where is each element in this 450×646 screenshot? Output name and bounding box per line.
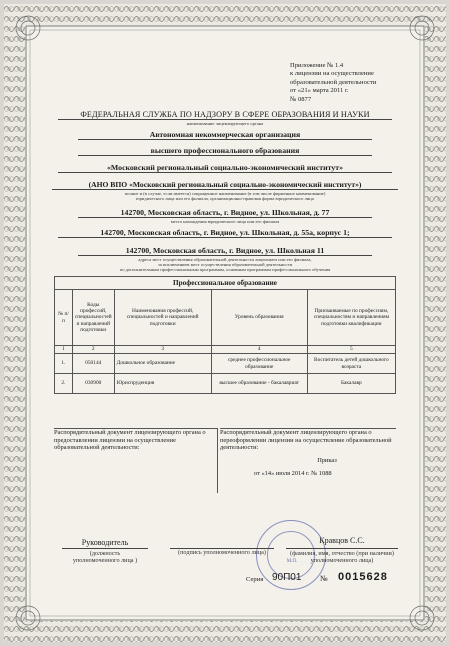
header-name: Наименования профессий, специальностей и направлений подготовки (114, 290, 211, 346)
signature-note: (подпись уполномоченного лица) (178, 549, 266, 556)
reissuance-document-box (220, 428, 396, 452)
issuance-document-text: Распорядительный документ лицензирующего органа о предоставлении лицензии на осуществление образовательной деятельности: (54, 429, 206, 452)
position-note-line: уполномоченного лица ) (72, 557, 138, 564)
row-num: 1. (55, 354, 73, 374)
org-line-1: Автономная некоммерческая организация (78, 130, 372, 140)
column-number: 1 (55, 346, 73, 354)
order-details: от «14» июля 2014 г. № 1088 (254, 470, 332, 477)
reissuance-document-text: Распорядительный документ лицензирующего органа о переоформлении лицензии на осуществление образовательной деятельности: (220, 429, 392, 452)
number-sign: № (320, 574, 328, 583)
signatory-name: Кравцов С.С. (319, 536, 365, 545)
org-line-3: «Московский региональный социально-экономический институт» (58, 163, 392, 173)
position-note-line: (должность (89, 550, 121, 557)
blank-number: 0015628 (338, 571, 388, 583)
license-appendix-sheet (4, 4, 446, 642)
appendix-line: от «21» марта 2011 г. (290, 87, 349, 95)
signatory-position: Руководитель (81, 538, 129, 547)
row-code: 050144 (72, 354, 114, 374)
org-line-2: высшего профессионального образования (78, 146, 372, 156)
column-number: 2 (72, 346, 114, 354)
row-code: 030900 (72, 374, 114, 394)
header-qualification: Присваиваемые по профессиям, специальностям и направлениям подготовки квалификации (307, 290, 395, 346)
header-level: Уровень образования (211, 290, 307, 346)
header-code: Коды профессий, специальностей и направлений подготовки (72, 290, 114, 346)
org-note-1: полное и (в случае, если имеется) сокращенное наименование (в том числе фирменное наименование) (124, 191, 326, 196)
org-line-4: (АНО ВПО «Московский региональный социально-экономический институт») (52, 180, 398, 190)
name-note (280, 550, 404, 564)
row-name: Дошкольное образование (114, 354, 211, 374)
legal-address-note: место нахождения юридического лица или его филиала (170, 219, 280, 224)
appendix-line: образовательной деятельности (290, 78, 377, 86)
table-row (55, 354, 396, 374)
education-programs-table (54, 276, 396, 394)
org-note-2: юридического лица или его филиала, организационно-правовая форма юридического лица (136, 196, 314, 201)
series-code: 90П01 (272, 572, 302, 583)
column-number: 4 (211, 346, 307, 354)
position-note (62, 550, 148, 564)
table-row (55, 374, 396, 394)
appendix-line: Приложение № 1.4 (290, 62, 344, 69)
row-level: высшее образование - бакалавриат (211, 374, 307, 394)
name-note-line: уполномоченного лица) (310, 557, 374, 564)
column-number: 3 (114, 346, 211, 354)
agency-title: ФЕДЕРАЛЬНАЯ СЛУЖБА ПО НАДЗОРУ В СФЕРЕ ОБРАЗОВАНИЯ И НАУКИ (58, 110, 392, 120)
name-note-line: (фамилия, имя, отчество (при наличии) (290, 550, 394, 557)
table-title: Профессиональное образование (55, 277, 396, 290)
appendix-line: к лицензии на осуществление (290, 70, 374, 78)
row-qualification: Воспитатель детей дошкольного возраста (307, 354, 395, 374)
activity-address-note-1: адреса мест осуществления образовательной деятельности лицензиата или его филиала, (138, 257, 312, 262)
row-qualification: Бакалавр (307, 374, 395, 394)
header-num: № п/п (55, 290, 73, 346)
agency-note: наименование лицензирующего органа (186, 121, 264, 126)
appendix-line: № 0877 (290, 95, 312, 103)
appendix-reference (290, 62, 400, 104)
row-num: 2. (55, 374, 73, 394)
activity-address-note-3: по дополнительным профессиональным программам, основным программам профессионального обучения (119, 267, 331, 272)
series-label: Серия (246, 576, 264, 583)
activity-address-2: 142700, Московская область, г. Видное, ул. Школьная 11 (78, 246, 372, 256)
legal-address: 142700, Московская область, г. Видное, ул. Школьная, д. 77 (78, 208, 372, 218)
stamp-text: М.П. (286, 559, 298, 564)
issuance-document-box (54, 428, 218, 493)
column-number: 5 (307, 346, 395, 354)
row-name: Юриспруденция (114, 374, 211, 394)
row-level: среднее профессиональное образование (211, 354, 307, 374)
activity-address-note-2: за исключением мест осуществления образовательной деятельности (157, 262, 293, 267)
order-word: Приказ (317, 457, 337, 464)
activity-address-1: 142700, Московская область, г. Видное, ул. Школьная, д. 55а, корпус 1; (58, 228, 392, 238)
